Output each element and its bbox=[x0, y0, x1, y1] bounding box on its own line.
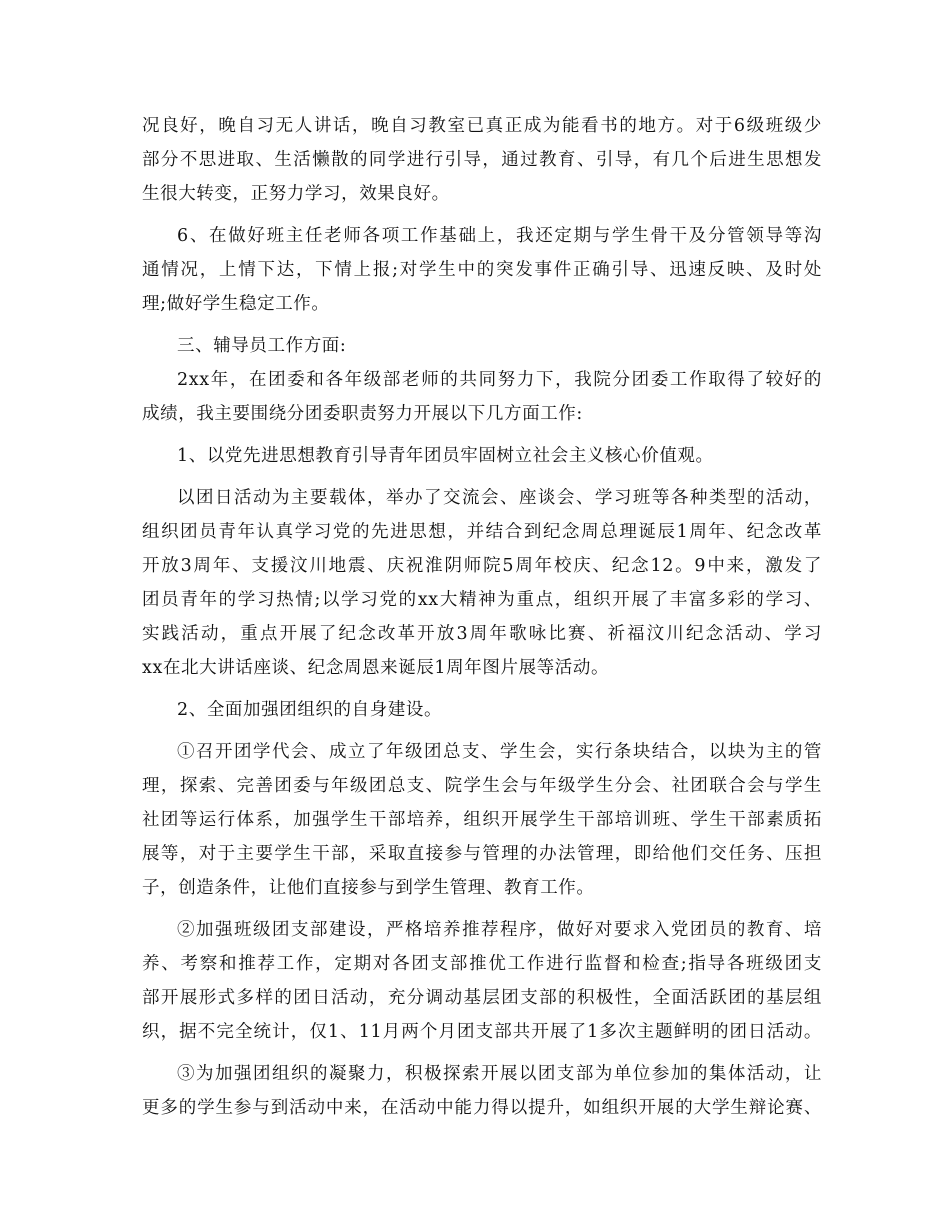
text-line: 通情况，上情下达，下情上报;对学生中的突发事件正确引导、迅速反映、及时处 bbox=[142, 260, 822, 280]
text-line: 理;做好学生稳定工作。 bbox=[142, 294, 330, 314]
text-line: ③为加强团组织的凝聚力，积极探索开展以团支部为单位参加的集体活动，让 bbox=[177, 1064, 822, 1084]
text-line: ①召开团学代会、成立了年级团总支、学生会，实行条块结合，以块为主的管 bbox=[177, 742, 822, 762]
text-line: 更多的学生参与到活动中来，在活动中能力得以提升，如组织开展的大学生辩论赛、 bbox=[142, 1098, 822, 1118]
text-line: 织，据不完全统计，仅1、11月两个月团支部共开展了1多次主题鲜明的团日活动。 bbox=[142, 1022, 822, 1042]
text-line: 三、辅导员工作方面: bbox=[177, 336, 347, 356]
text-line: 部分不思进取、生活懒散的同学进行引导，通过教育、引导，有几个后进生思想发 bbox=[142, 150, 822, 170]
text-line: 理，探索、完善团委与年级团总支、院学生会与年级学生分会、社团联合会与学生 bbox=[142, 776, 822, 796]
text-line: 组织团员青年认真学习党的先进思想，并结合到纪念周总理诞辰1周年、纪念改革 bbox=[142, 522, 822, 542]
text-line: 社团等运行体系，加强学生干部培养，组织开展学生干部培训班、学生干部素质拓 bbox=[142, 810, 822, 830]
text-line: 2xx年，在团委和各年级部老师的共同努力下，我院分团委工作取得了较好的 bbox=[177, 370, 822, 390]
document-body bbox=[142, 109, 822, 1125]
text-line: 1、以党先进思想教育引导青年团员牢固树立社会主义核心价值观。 bbox=[177, 446, 714, 466]
text-line: 6、在做好班主任老师各项工作基础上，我还定期与学生骨干及分管领导等沟 bbox=[177, 226, 822, 246]
text-line: 以团日活动为主要载体，举办了交流会、座谈会、学习班等各种类型的活动， bbox=[177, 488, 822, 508]
text-line: 部开展形式多样的团日活动，充分调动基层团支部的积极性，全面活跃团的基层组 bbox=[142, 988, 822, 1008]
text-line: 团员青年的学习热情;以学习党的xx大精神为重点，组织开展了丰富多彩的学习、 bbox=[142, 590, 822, 610]
text-line: 子，创造条件，让他们直接参与到学生管理、教育工作。 bbox=[142, 878, 595, 898]
text-line: 实践活动，重点开展了纪念改革开放3周年歌咏比赛、祈福汶川纪念活动、学习 bbox=[142, 624, 822, 644]
text-line: xx在北大讲话座谈、纪念周恩来诞辰1周年图片展等活动。 bbox=[142, 658, 610, 678]
text-line: ②加强班级团支部建设，严格培养推荐程序，做好对要求入党团员的教育、培 bbox=[177, 920, 822, 940]
text-line: 养、考察和推荐工作，定期对各团支部推优工作进行监督和检查;指导各班级团支 bbox=[142, 954, 822, 974]
text-line: 开放3周年、支援汶川地震、庆祝淮阴师院5周年校庆、纪念12。9中来，激发了 bbox=[142, 556, 822, 576]
text-line: 展等，对于主要学生干部，采取直接参与管理的办法管理，即给他们交任务、压担 bbox=[142, 844, 822, 864]
text-line: 生很大转变，正努力学习，效果良好。 bbox=[142, 184, 450, 204]
text-line: 成绩，我主要围绕分团委职责努力开展以下几方面工作: bbox=[142, 404, 583, 424]
text-line: 2、全面加强团组织的自身建设。 bbox=[177, 700, 443, 720]
text-line: 况良好，晚自习无人讲话，晚自习教室已真正成为能看书的地方。对于6级班级少 bbox=[142, 116, 822, 136]
